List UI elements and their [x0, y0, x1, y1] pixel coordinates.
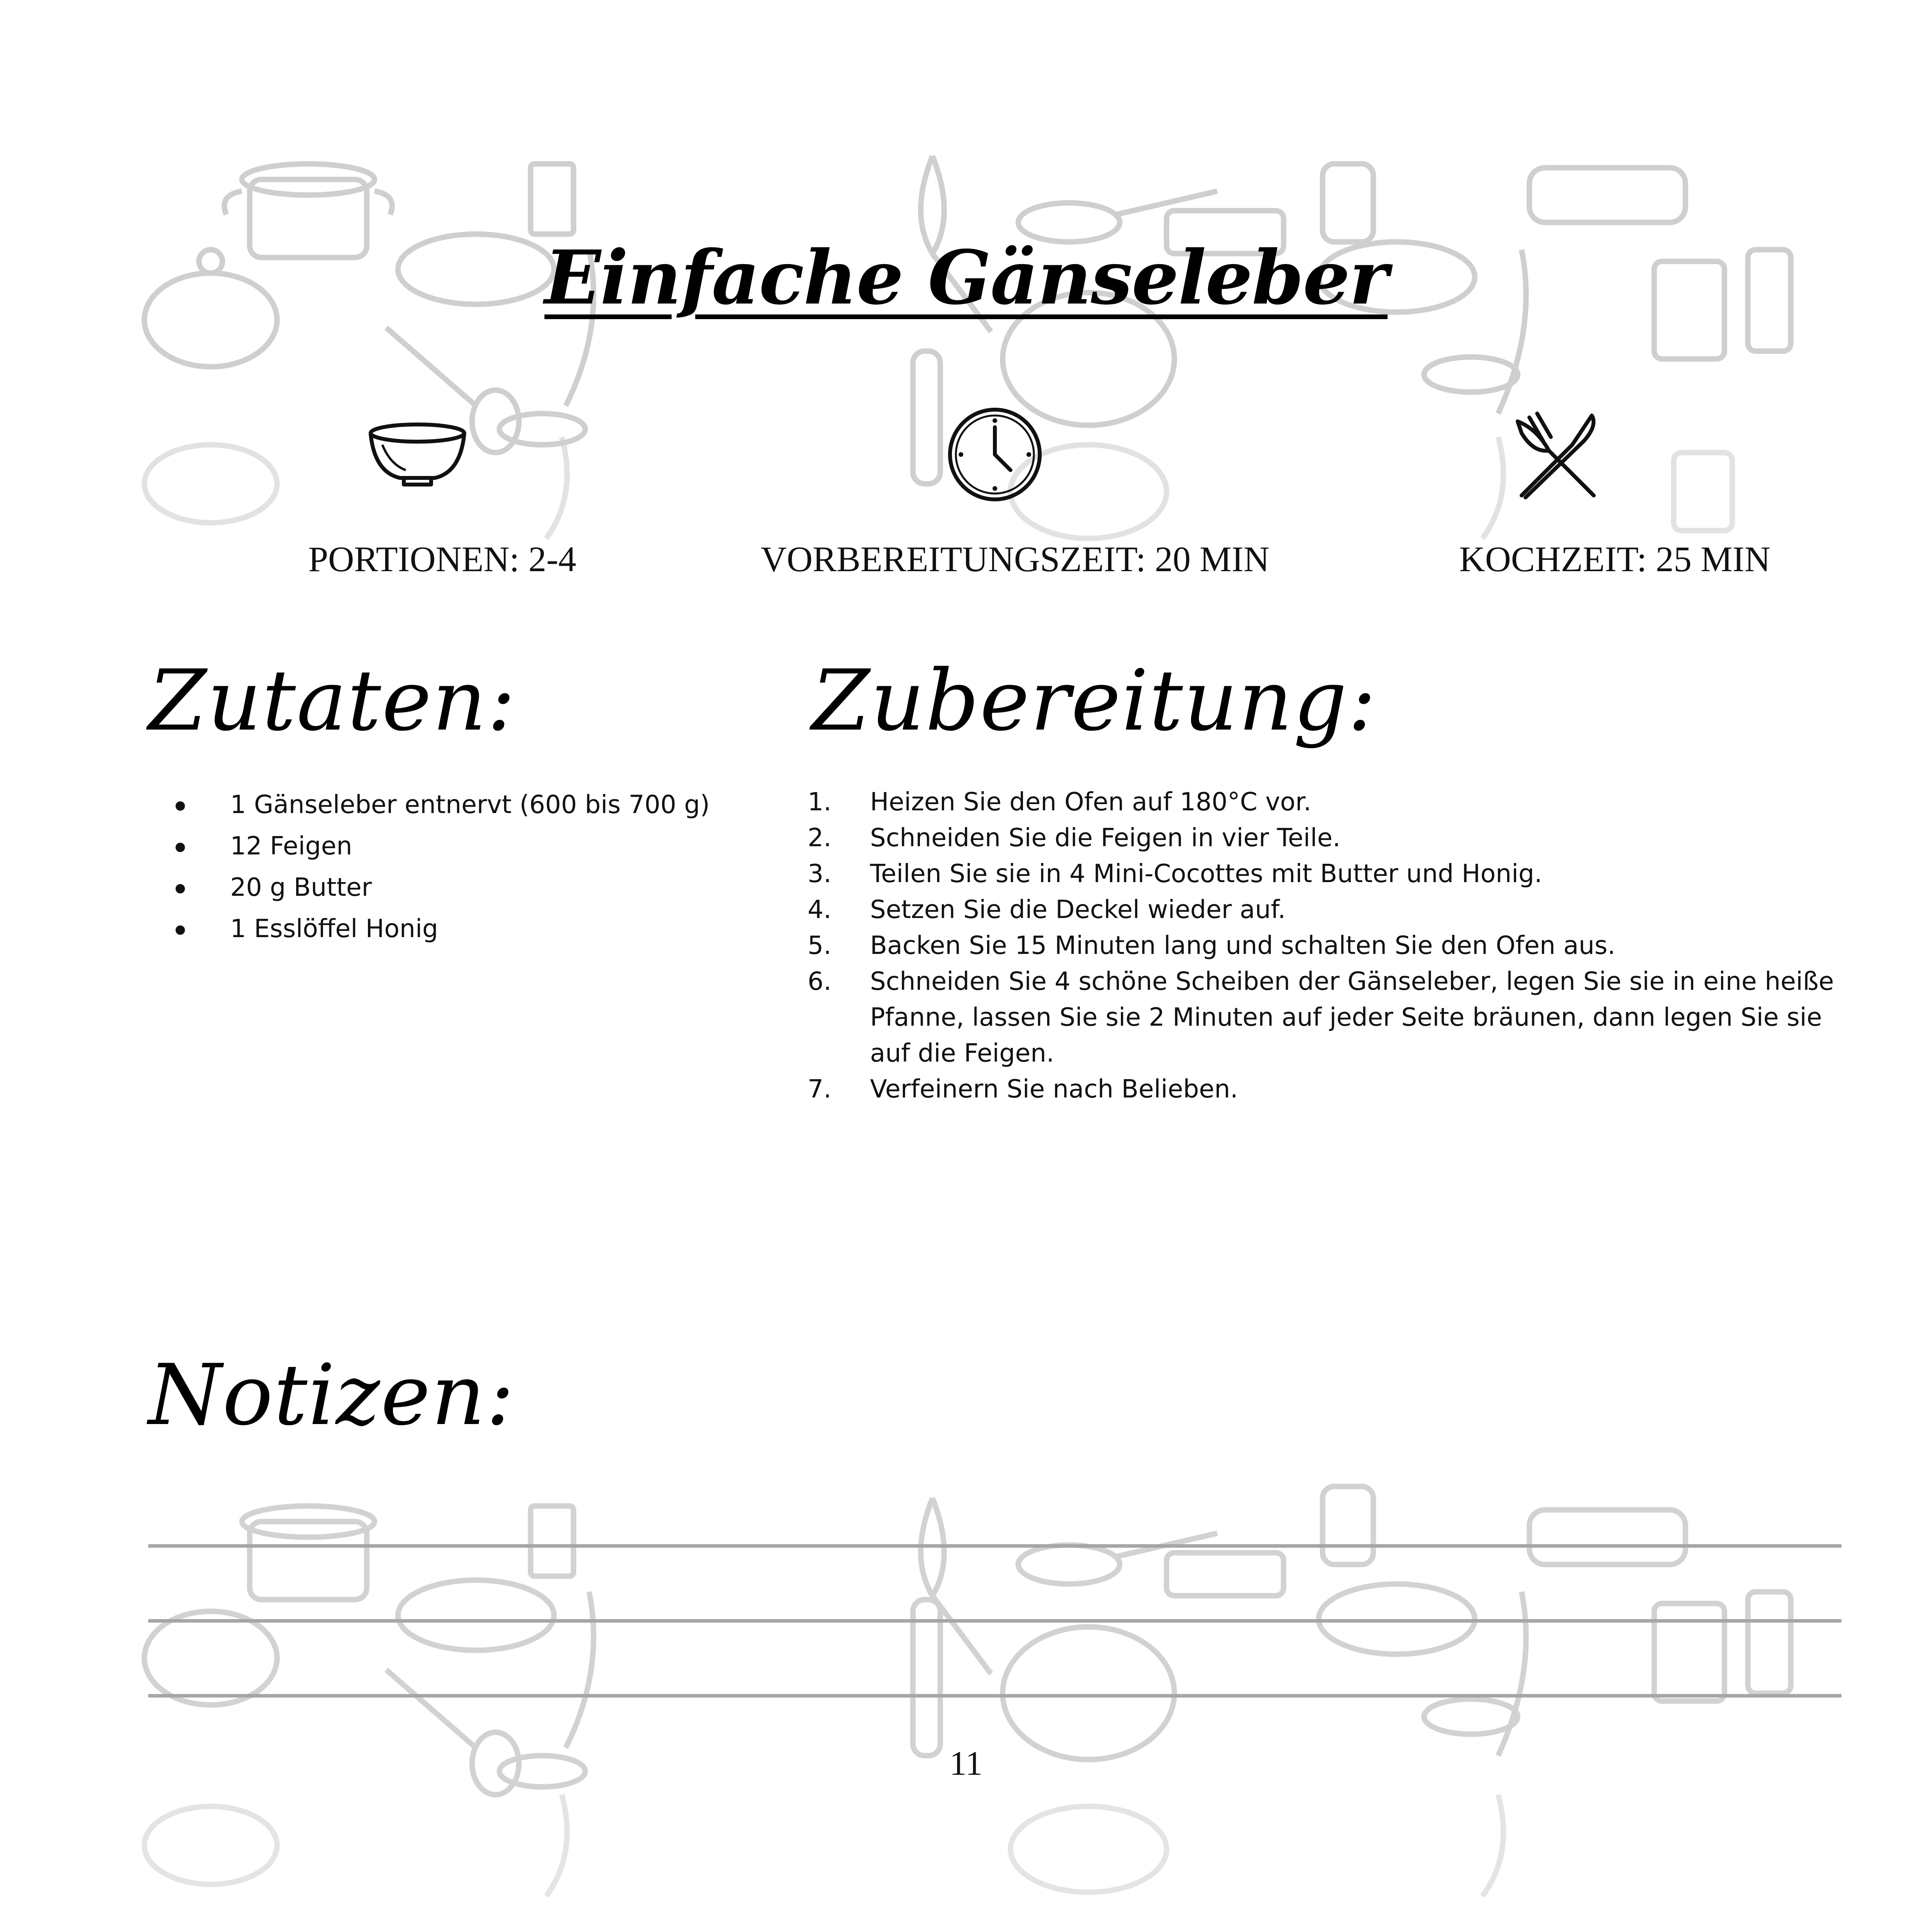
step-item [808, 928, 1861, 964]
fork-knife-icon [1514, 410, 1603, 499]
step-text: Schneiden Sie die Feigen in vier Teile. [870, 824, 1341, 852]
step-text: Teilen Sie sie in 4 Mini-Cocottes mit Butter und Honig. [870, 859, 1542, 888]
prep-time-label: VORBEREITUNGSZEIT: 20 MIN [761, 539, 1270, 579]
kitchen-sketch-background-bottom [133, 1475, 1802, 1904]
step-text: Setzen Sie die Deckel wieder auf. [870, 895, 1286, 924]
preparation-steps [808, 784, 1861, 1107]
notes-heading: Notizen: [148, 1346, 515, 1444]
clock-icon [946, 406, 1044, 503]
step-text: Schneiden Sie 4 schöne Scheiben der Gänseleber, legen Sie sie in eine heiße Pfanne, lassen Sie sie 2 Minuten auf jeder Seite bräunen, dann legen Sie sie auf die Feigen. [870, 967, 1834, 1068]
list-item: 12 Feigen [172, 826, 710, 867]
step-text: Backen Sie 15 Minuten lang und schalten Sie den Ofen aus. [870, 931, 1616, 960]
preparation-heading: Zubereitung: [812, 652, 1377, 749]
step-number: 1. [808, 788, 832, 817]
recipe-title: Einfache Gänseleber [544, 234, 1388, 321]
list-item: 1 Esslöffel Honig [172, 908, 710, 950]
step-number: 7. [808, 1075, 832, 1104]
step-number: 2. [808, 824, 832, 852]
note-line[interactable] [148, 1694, 1841, 1698]
step-text: Verfeinern Sie nach Belieben. [870, 1075, 1238, 1104]
step-number: 5. [808, 931, 832, 960]
note-line[interactable] [148, 1619, 1841, 1623]
ingredients-heading: Zutaten: [148, 652, 516, 749]
list-item: 1 Gänseleber entnervt (600 bis 700 g) [172, 784, 710, 826]
list-item: 20 g Butter [172, 867, 710, 908]
step-item [808, 856, 1861, 892]
step-number: 6. [808, 967, 832, 996]
note-line[interactable] [148, 1544, 1841, 1548]
step-item [808, 820, 1861, 856]
step-item [808, 964, 1861, 1071]
bowl-icon [367, 421, 468, 488]
step-item [808, 1071, 1861, 1107]
ingredients-list [172, 784, 710, 950]
step-item [808, 892, 1861, 928]
page-number: 11 [949, 1745, 983, 1783]
cook-time-label: KOCHZEIT: 25 MIN [1459, 539, 1770, 579]
page-title [0, 234, 1932, 321]
step-item [808, 784, 1861, 820]
step-number: 4. [808, 895, 832, 924]
step-number: 3. [808, 859, 832, 888]
servings-label: PORTIONEN: 2-4 [308, 539, 576, 579]
step-text: Heizen Sie den Ofen auf 180°C vor. [870, 788, 1312, 817]
